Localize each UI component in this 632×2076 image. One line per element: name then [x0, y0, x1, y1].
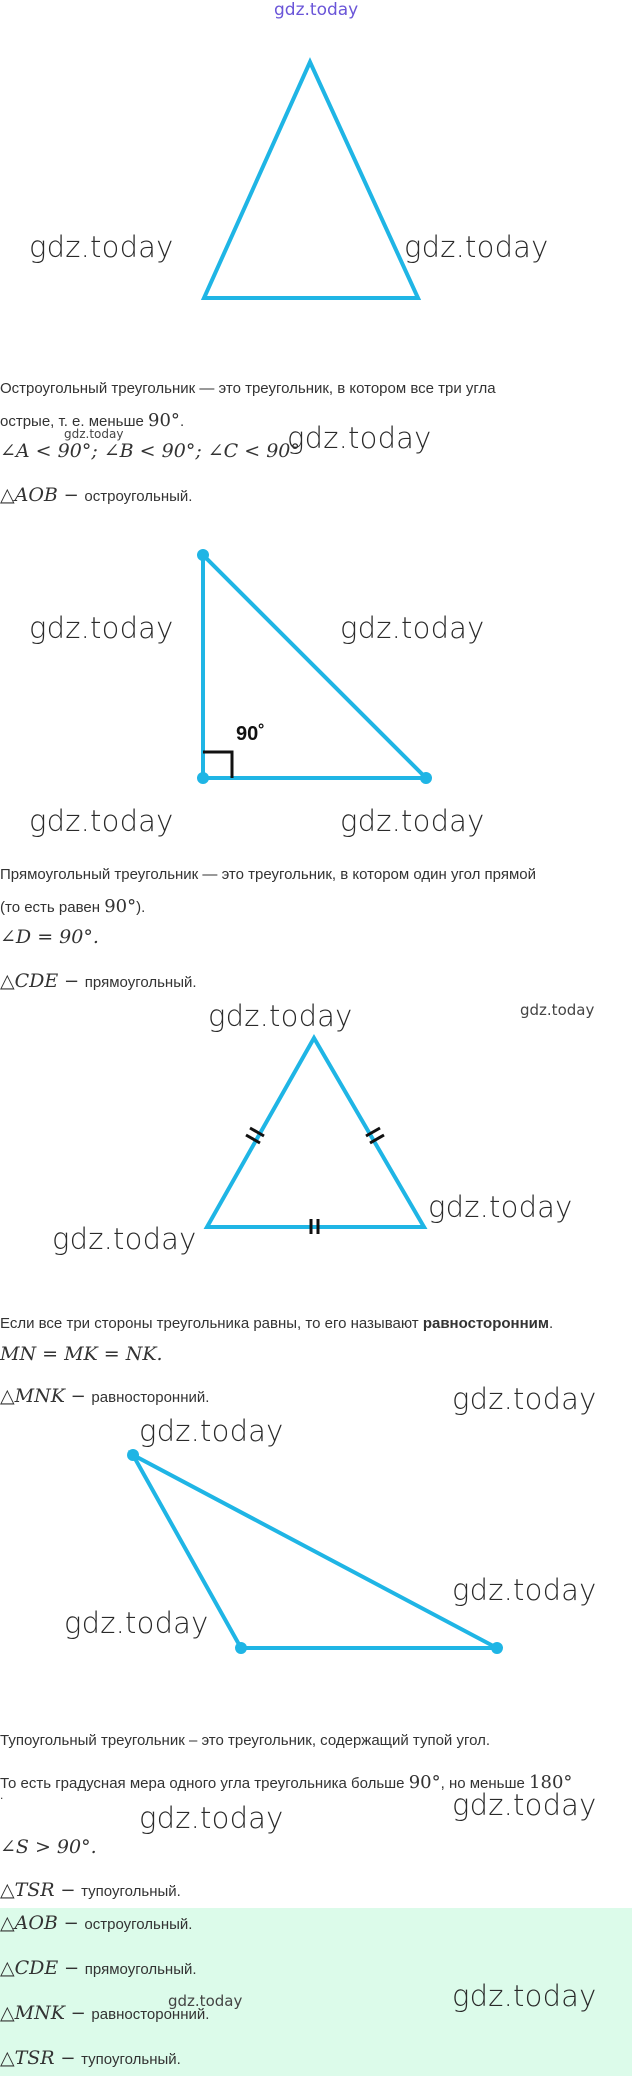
acute-definition-line2: острые, т. е. меньше 90°. — [0, 410, 185, 431]
equilateral-sides-equation: MN = MK = NK. — [0, 1343, 163, 1365]
watermark: gdz.today — [29, 804, 174, 838]
right-angle-label: 90˚ — [236, 723, 265, 745]
obtuse-conclusion: △TSR − тупоугольный. — [0, 1879, 181, 1901]
summary-item: △CDE − прямоугольный. — [0, 1957, 197, 1979]
watermark: gdz.today — [340, 804, 485, 838]
watermark: gdz.today — [520, 1001, 595, 1019]
watermark-top: gdz.today — [274, 0, 359, 20]
watermark: gdz.today — [64, 427, 124, 441]
acute-triangle — [204, 62, 418, 298]
obtuse-angle-equation: ∠S > 90°. — [0, 1836, 97, 1858]
equilateral-conclusion: △MNK − равносторонний. — [0, 1385, 210, 1407]
watermark: gdz.today — [340, 611, 485, 645]
right-definition-line2: (то есть равен 90°). — [0, 896, 146, 917]
vertex-point — [197, 772, 209, 784]
watermark: gdz.today — [29, 230, 174, 264]
obtuse-definition-line2: То есть градусная мера одного угла треугольника больше 90°, но меньше 180° — [0, 1772, 573, 1793]
watermark: gdz.today — [139, 1414, 284, 1448]
obtuse-definition: Тупоугольный треугольник – это треугольник, содержащий тупой угол. — [0, 1732, 491, 1749]
vertex-point — [420, 772, 432, 784]
acute-definition: Остроугольный треугольник — это треугольник, в котором все три угла — [0, 380, 496, 397]
vertex-point — [235, 1642, 247, 1654]
equilateral-definition: Если все три стороны треугольника равны, то его называют равносторонним. — [0, 1315, 554, 1332]
watermark: gdz.today — [52, 1222, 197, 1256]
acute-conclusion: △AOB − остроугольный. — [0, 484, 193, 506]
watermark: gdz.today — [452, 1979, 597, 2013]
right-definition: Прямоугольный треугольник — это треугольник, в котором один угол прямой — [0, 866, 536, 883]
vertex-point — [197, 549, 209, 561]
right-angle-equation: ∠D = 90°. — [0, 926, 99, 948]
watermark: gdz.today — [452, 1382, 597, 1416]
watermark: gdz.today — [452, 1573, 597, 1607]
summary-item: △TSR − тупоугольный. — [0, 2047, 181, 2069]
watermark: gdz.today — [452, 1788, 597, 1822]
watermark: gdz.today — [29, 611, 174, 645]
watermark: gdz.today — [287, 421, 432, 455]
summary-item: △MNK − равносторонний. — [0, 2002, 210, 2024]
summary-item: △AOB − остроугольный. — [0, 1912, 193, 1934]
acute-triangle-figure — [0, 0, 632, 320]
watermark: gdz.today — [404, 230, 549, 264]
watermark: gdz.today — [139, 1801, 284, 1835]
watermark: gdz.today — [168, 1992, 243, 2010]
watermark: gdz.today — [208, 999, 353, 1033]
equilateral-triangle — [207, 1038, 424, 1227]
right-triangle-figure — [0, 530, 632, 790]
acute-angles-expression: ∠A < 90°; ∠B < 90°; ∠C < 90° — [0, 440, 300, 462]
obtuse-definition-end: . — [0, 1788, 4, 1802]
watermark: gdz.today — [428, 1190, 573, 1224]
right-conclusion: △CDE − прямоугольный. — [0, 970, 197, 992]
watermark: gdz.today — [64, 1606, 209, 1640]
vertex-point — [127, 1449, 139, 1461]
vertex-point — [491, 1642, 503, 1654]
